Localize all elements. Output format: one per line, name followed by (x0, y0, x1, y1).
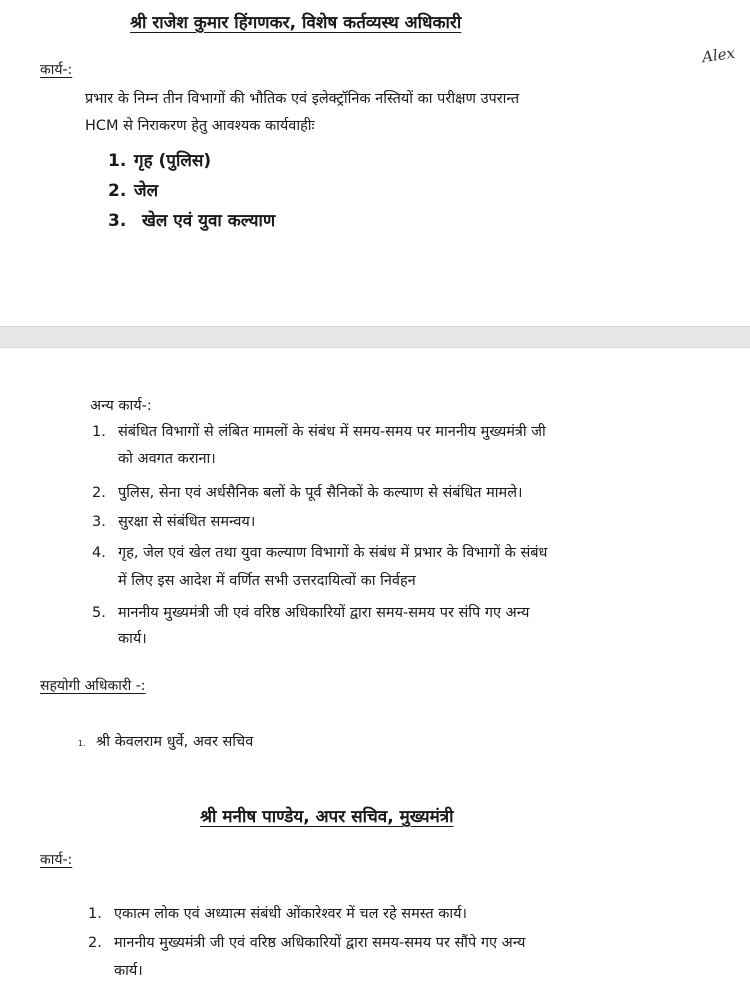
officer2-item-2-cont: कार्य। (114, 963, 143, 979)
work-intro-line-2: HCM से निराकरण हेतु आवश्यक कार्यवाहीः (85, 118, 315, 134)
other-item-3: 3. सुरक्षा से संबंधित समन्वय। (92, 514, 256, 530)
document-page-2 (0, 348, 750, 997)
other-item-4-cont: में लिए इस आदेश में वर्णित सभी उत्तरदायित्वों का निर्वहन (118, 573, 416, 589)
officer1-title: श्री राजेश कुमार हिंगणकर, विशेष कर्तव्यस्थ अधिकारी (130, 13, 462, 33)
document-page-1 (0, 0, 750, 326)
officer2-item-1: 1. एकात्म लोक एवं अध्यात्म संबंधी ओंकारेश्वर में चल रहे समस्त कार्य। (88, 906, 468, 922)
other-item-1: 1. संबंधित विभागों से लंबित मामलों के संबंध में समय-समय पर माननीय मुख्यमंत्री जी (92, 424, 546, 440)
support-officer-label: सहयोगी अधिकारी -: (40, 678, 146, 694)
officer2-work-label: कार्य-: (40, 852, 73, 868)
other-item-5-cont: कार्य। (118, 631, 147, 647)
officer2-item-2: 2. माननीय मुख्यमंत्री जी एवं वरिष्ठ अधिकारियों द्वारा समय-समय पर सौंपे गए अन्य (88, 935, 526, 951)
officer2-title: श्री मनीष पाण्डेय, अपर सचिव, मुख्यमंत्री (200, 807, 454, 827)
support-officer-item: 1. श्री केवलराम धुर्वे, अवर सचिव (78, 734, 254, 750)
other-item-4: 4. गृह, जेल एवं खेल तथा युवा कल्याण विभागों के संबंध में प्रभार के विभागों के संबंध (92, 545, 548, 561)
other-item-2: 2. पुलिस, सेना एवं अर्धसैनिक बलों के पूर्व सैनिकों के कल्याण से संबंधित मामले। (92, 485, 523, 501)
department-item: 3. खेल एवं युवा कल्याण (108, 211, 276, 231)
work-intro-line-1: प्रभार के निम्न तीन विभागों की भौतिक एवं इलेक्ट्रॉनिक नस्तियों का परीक्षण उपरान्त (85, 91, 520, 107)
department-item: 2. जेल (108, 181, 159, 201)
other-item-5: 5. माननीय मुख्यमंत्री जी एवं वरिष्ठ अधिकारियों द्वारा समय-समय पर संपि गए अन्य (92, 605, 530, 621)
other-item-1-cont: को अवगत कराना। (118, 451, 216, 467)
department-item: 1. गृह (पुलिस) (108, 151, 212, 171)
other-work-label: अन्य कार्य-: (90, 398, 152, 414)
handwritten-signature: Alex (700, 43, 737, 67)
officer1-work-label: कार्य-: (40, 62, 73, 78)
page-separator (0, 326, 750, 348)
